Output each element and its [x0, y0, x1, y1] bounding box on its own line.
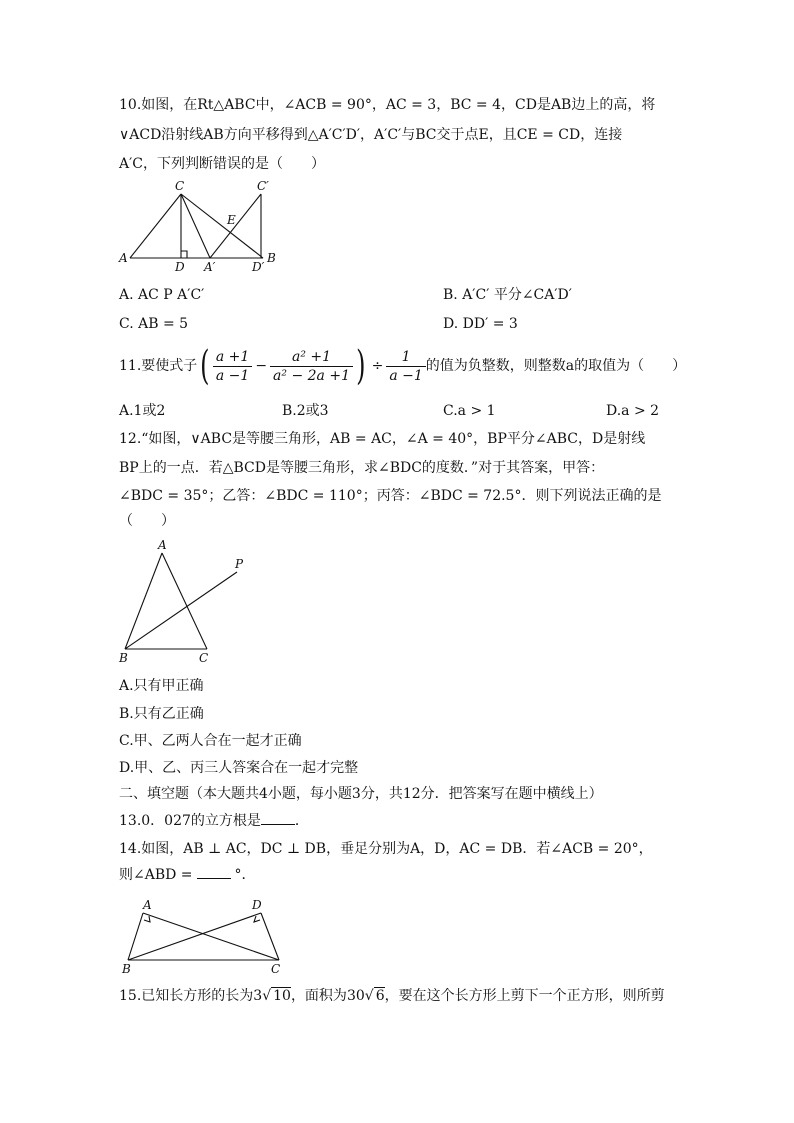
q11-choice-a: A.1或2 [119, 403, 166, 419]
label-C: C [175, 179, 185, 193]
label-D-prime: D′ [252, 260, 265, 274]
label-A-prime: A′ [204, 260, 216, 274]
q11-choice-b: B.2或3 [282, 403, 329, 419]
q15-line [119, 987, 665, 1005]
q10-line1: 10.如图，在Rt△ABC中，∠ACB = 90°，AC = 3，BC = 4，CD是AB边上的高，将 [119, 97, 656, 113]
q11-choice-c: C.a > 1 [443, 403, 496, 419]
q11-suffix: 的值为负整数，则整数a的取值为（ ） [425, 358, 687, 374]
q10-choice-a: A. AC P A′C′ [119, 287, 205, 303]
label-D: D [252, 898, 262, 912]
label-P: P [235, 557, 244, 571]
label-B: B [119, 651, 128, 665]
q10-choice-b: B. A′C′ 平分∠CA′D′ [443, 287, 572, 303]
q15-length-radicand: 10 [273, 988, 291, 1004]
q11-fraction-1: $\frac{a +1}{a -1}$ [213, 348, 252, 385]
q14-line2 [119, 866, 256, 884]
q11-expression [119, 344, 686, 388]
q13-end: ． [294, 813, 309, 829]
q12-figure [115, 538, 255, 668]
q13-line [119, 812, 309, 830]
right-paren: ) [356, 343, 366, 389]
q10-choice-c: C. AB = 5 [119, 316, 189, 332]
label-A: A [143, 898, 152, 912]
q15-area-radicand: 6 [375, 988, 385, 1004]
q12-choice-a: A.只有甲正确 [119, 678, 204, 694]
q14-figure [115, 893, 295, 983]
q11-fraction-2: $\frac{\text{a² +1}}{\text{a² − 2a +1}}$ [270, 348, 353, 385]
label-B: B [122, 962, 131, 976]
q14-answer-blank [197, 866, 231, 879]
label-A: A [119, 251, 128, 265]
q11-divide: ÷ [371, 358, 384, 374]
label-E: E [227, 213, 236, 227]
q12-line2: BP上的一点．若△BCD是等腰三角形，求∠BDC的度数．”对于其答案，甲答： [119, 460, 605, 476]
q15-text-1: 15.已知长方形的长为 [119, 988, 254, 1004]
q11-choice-d: D.a > 2 [606, 403, 660, 419]
label-B: B [267, 251, 276, 265]
q10-line2: ∨ACD沿射线AB方向平移得到△A′C′D′，A′C′与BC交于点E，且CE = CD，连接 [119, 127, 623, 143]
q14-end: °． [234, 867, 256, 883]
q14-text: 则∠ABD = [119, 867, 193, 883]
q12-line3: ∠BDC = 35°；乙答：∠BDC = 110°；丙答：∠BDC = 72.5°．则下列说法正确的是 [119, 488, 662, 504]
q10-figure [115, 178, 285, 278]
label-C: C [271, 962, 281, 976]
q11-prefix: 11.要使式子 [119, 358, 198, 374]
q11-fraction-3: $\frac{1}{a -1}$ [386, 348, 425, 385]
q13-answer-blank [261, 812, 295, 825]
q13-text: 13.0．027的立方根是 [119, 813, 261, 829]
sqrt-sign: √ [262, 988, 272, 1004]
label-C-prime: C′ [257, 179, 269, 193]
q10-line3: A′C，下列判断错误的是（ ） [119, 156, 326, 172]
label-A: A [158, 538, 167, 552]
q12-choice-b: B.只有乙正确 [119, 706, 204, 722]
q12-choice-d: D.甲、乙、丙三人答案合在一起才完整 [119, 760, 359, 776]
q10-choice-d: D. DD′ = 3 [443, 316, 518, 332]
label-C: C [199, 651, 209, 665]
q15-text-2: ，面积为 [290, 988, 347, 1004]
sqrt-sign: √ [364, 988, 374, 1004]
q11-minus: − [255, 358, 268, 374]
q12-line4: （ ） [119, 513, 175, 529]
label-D: D [175, 260, 185, 274]
q12-line1: 12.“如图，∨ABC是等腰三角形，AB = AC，∠A = 40°，BP平分∠ABC，D是射线 [119, 431, 646, 447]
q15-area-coef: 30 [346, 988, 365, 1004]
section-2-heading: 二、填空题（本大题共4小题，每小题3分，共12分．把答案写在题中横线上） [119, 786, 603, 802]
q15-text-3: ，要在这个长方形上剪下一个正方形，则所剪 [384, 988, 665, 1004]
q12-choice-c: C.甲、乙两人合在一起才正确 [119, 733, 302, 749]
left-paren: ( [200, 343, 210, 389]
q15-length-coef: 3 [253, 988, 263, 1004]
q14-line1: 14.如图，AB ⊥ AC，DC ⊥ DB，垂足分别为A，D，AC = DB．若∠ACB = 20°， [119, 841, 653, 857]
